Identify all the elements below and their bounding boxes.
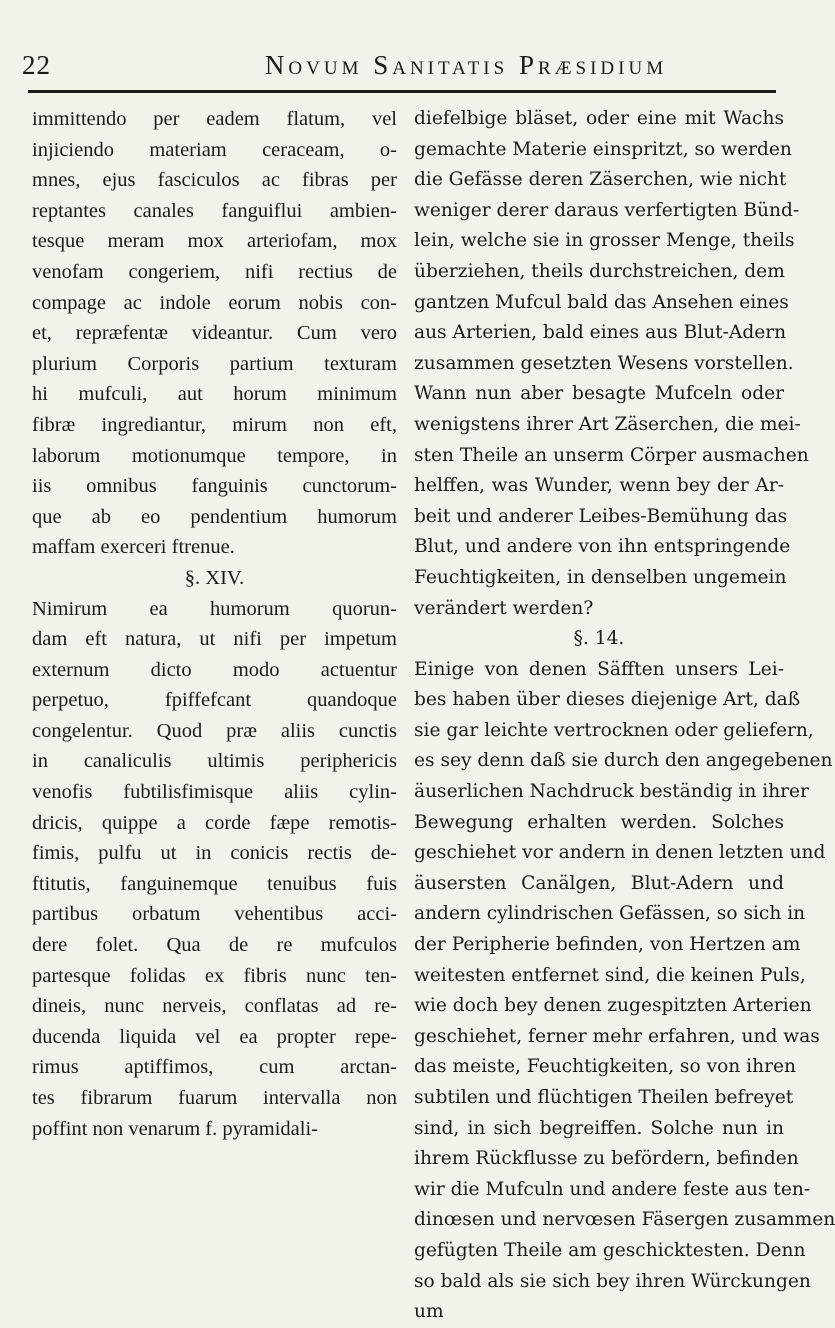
text-line: tesque meram mox arteriofam, mox <box>32 230 397 253</box>
text-line: hi mufculi, aut horum minimum <box>32 383 397 406</box>
text-line: Bewegung erhalten werden. Solches <box>414 811 784 833</box>
text-line: sie gar leichte vertrocknen oder geliefern, <box>414 719 814 741</box>
text-line: um <box>414 1301 444 1323</box>
text-line: so bald als sie sich bey ihren Würckungen <box>414 1270 811 1292</box>
text-line: das meiste, Feuchtigkeiten, so von ihren <box>414 1056 796 1078</box>
text-line: dam eft natura, ut nifi per impetum <box>32 628 397 651</box>
text-line: überziehen, theils durchstreichen, dem <box>414 260 785 282</box>
text-line: äuserlichen Nachdruck beständig in ihrer <box>414 781 809 803</box>
text-line: compage ac indole eorum nobis con- <box>32 291 397 314</box>
text-line: Feuchtigkeiten, in denselben ungemein <box>414 566 787 588</box>
text-line: partesque folidas ex fibris nunc ten- <box>32 964 397 987</box>
text-line: beit und anderer Leibes-Bemühung das <box>414 505 788 527</box>
text-line: dricis, quippe a corde fæpe remotis- <box>32 811 397 834</box>
text-line: zusammen gesetzten Wesens vorstellen. <box>414 352 794 374</box>
text-line: laborum motionumque tempore, in <box>32 444 397 467</box>
text-line: subtilen und flüchtigen Theilen befreyet <box>414 1087 794 1108</box>
text-line: helffen, was Wunder, wenn bey der Ar- <box>414 475 784 497</box>
text-line: mnes, ejus fasciculos ac fibras per <box>32 169 397 192</box>
german-column <box>414 104 835 1328</box>
text-line: wie doch bey denen zugespitzten Arterien <box>414 995 812 1017</box>
text-line: Wann nun aber besagte Mufceln oder <box>414 383 784 405</box>
text-line: injiciendo materiam ceraceam, o- <box>32 138 397 161</box>
text-line: Blut, und andere von ihn entspringende <box>414 536 791 558</box>
text-line: in canaliculis ultimis periphericis <box>32 750 397 773</box>
text-line: weitesten entfernet sind, die keinen Puls, <box>414 964 806 986</box>
text-line: gemachte Materie einspritzt, so werden <box>414 138 792 160</box>
text-line: andern cylindrischen Gefässen, so sich in <box>414 903 806 925</box>
page-header <box>16 50 786 90</box>
text-line: bes haben über dieses diejenige Art, daß <box>414 689 801 711</box>
text-line: wenigstens ihrer Art Zäserchen, die mei- <box>414 413 801 435</box>
text-line: gantzen Mufcul bald das Ansehen eines <box>414 291 789 313</box>
text-line: externum dicto modo actuentur <box>32 658 397 681</box>
text-line: reptantes canales fanguiflui ambien- <box>32 199 397 222</box>
text-line: der Peripherie befinden, von Hertzen am <box>414 934 801 956</box>
text-line: dineis, nunc nerveis, conflatas ad re- <box>32 995 397 1018</box>
header-rule <box>28 90 776 93</box>
section-heading: §. 14. <box>573 628 625 650</box>
text-line: weniger derer daraus verfertigten Bünd- <box>414 199 800 221</box>
text-line: que ab eo pendentium humorum <box>32 505 397 528</box>
text-line: fibræ ingrediantur, mirum non eft, <box>32 413 397 436</box>
text-line: geschiehet, ferner mehr erfahren, und was <box>414 1025 820 1047</box>
text-line: verändert werden? <box>414 597 594 619</box>
text-line: perpetuo, fpiffefcant quandoque <box>32 689 397 712</box>
text-line: lein, welche sie in grosser Menge, theils <box>414 230 795 252</box>
section-heading: §. XIV. <box>184 566 245 589</box>
latin-column <box>32 104 397 1144</box>
text-line: wir die Mufculn und andere feste aus ten- <box>414 1178 811 1200</box>
text-line: maffam exerceri ftrenue. <box>32 536 235 559</box>
text-line: dere folet. Qua de re mufculos <box>32 934 397 957</box>
text-line: ftitutis, fanguinemque tenuibus fuis <box>32 872 397 895</box>
text-line: plurium Corporis partium texturam <box>32 352 397 375</box>
text-line: rimus aptiffimos, cum arctan- <box>32 1056 397 1079</box>
text-line: gefügten Theile am geschicktesten. Denn <box>414 1239 806 1261</box>
text-line: aus Arterien, bald eines aus Blut-Adern <box>414 322 787 344</box>
running-title: Novum Sanitatis Præsidium <box>264 50 668 80</box>
text-line: Einige von denen Säfften unsers Lei- <box>414 658 784 680</box>
text-line: venofam congeriem, nifi rectius de <box>32 260 397 283</box>
text-line: poffint non venarum f. pyramidali- <box>32 1117 318 1140</box>
page-number: 22 <box>22 50 51 80</box>
text-line: sind, in sich begreiffen. Solche nun in <box>414 1117 784 1139</box>
text-line: ihrem Rückflusse zu befördern, befinden <box>414 1148 799 1170</box>
text-line: sten Theile an unserm Cörper ausmachen <box>414 444 809 466</box>
text-line: Nimirum ea humorum quorun- <box>32 597 397 620</box>
text-line: diefelbige bläset, oder eine mit Wachs <box>414 108 784 129</box>
text-line: geschiehet vor andern in denen letzten und <box>414 842 826 864</box>
text-line: congelentur. Quod præ aliis cunctis <box>32 719 397 742</box>
text-line: et, repræfentæ videantur. Cum vero <box>32 322 397 345</box>
text-line: äusersten Canälgen, Blut-Adern und <box>414 872 784 894</box>
text-line: iis omnibus fanguinis cunctorum- <box>32 475 397 498</box>
text-line: ducenda liquida vel ea propter repe- <box>32 1025 397 1048</box>
text-line: die Gefässe deren Zäserchen, wie nicht <box>414 169 787 191</box>
text-line: es sey denn daß sie durch den angegebenen <box>414 750 833 772</box>
text-line: tes fibrarum fuarum intervalla non <box>32 1087 397 1109</box>
text-line: fimis, pulfu ut in conicis rectis de- <box>32 842 397 865</box>
text-line: partibus orbatum vehentibus acci- <box>32 903 397 926</box>
text-line: immittendo per eadem flatum, vel <box>32 108 397 130</box>
text-line: dinœsen und nervœsen Fäsergen zusammen <box>414 1209 835 1231</box>
text-line: venofis fubtilisfimisque aliis cylin- <box>32 781 397 804</box>
